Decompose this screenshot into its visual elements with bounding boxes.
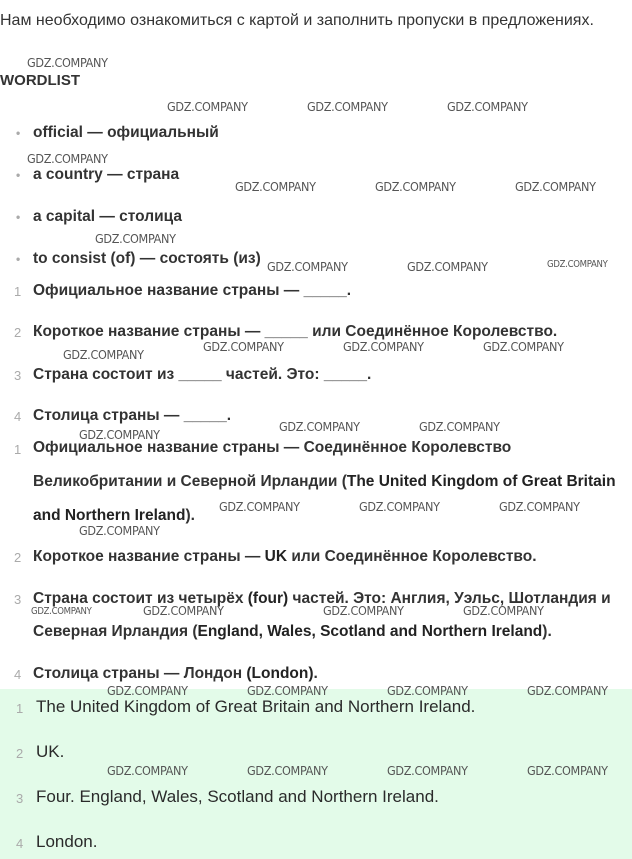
answer-number: 3 (16, 791, 24, 806)
filled-sentence: Страна состоит из четырёх (four) частей. Это: Англия, Уэльс, Шотландия и (33, 590, 611, 607)
watermark: GDZ.COMPANY (247, 763, 328, 778)
item-number: 4 (14, 667, 22, 682)
watermark: GDZ.COMPANY (267, 259, 348, 274)
answer-text: UK. (36, 742, 65, 761)
watermark: GDZ.COMPANY (375, 179, 456, 194)
watermark: GDZ.COMPANY (31, 606, 92, 617)
watermark: GDZ.COMPANY (515, 179, 596, 194)
watermark: GDZ.COMPANY (483, 339, 564, 354)
watermark: GDZ.COMPANY (499, 499, 580, 514)
blank-sentence: Короткое название страны — _____ или Соединённое Королевство. (33, 323, 558, 340)
blank-sentence: Страна состоит из _____ частей. Это: _____. (33, 366, 372, 383)
item-number: 2 (14, 550, 22, 565)
watermark: GDZ.COMPANY (343, 339, 424, 354)
watermark: GDZ.COMPANY (527, 683, 608, 698)
wordlist-title: WORDLIST (0, 72, 80, 89)
watermark: GDZ.COMPANY (203, 339, 284, 354)
filled-sentence-cont: Великобритании и Северной Ирландии (The United Kingdom of Great Britain (33, 473, 616, 490)
answer-number: 2 (16, 746, 24, 761)
bullet-icon: • (16, 125, 21, 140)
filled-sentence: Короткое название страны — UK или Соединённое Королевство. (33, 548, 537, 565)
watermark: GDZ.COMPANY (463, 603, 544, 618)
item-number: 3 (14, 368, 22, 383)
filled-sentence: Столица страны — Лондон (London). (33, 665, 318, 682)
watermark: GDZ.COMPANY (387, 683, 468, 698)
watermark: GDZ.COMPANY (95, 231, 176, 246)
intro-text: Нам необходимо ознакомиться с картой и заполнить пропуски в предложениях. (0, 12, 594, 29)
watermark: GDZ.COMPANY (547, 259, 608, 270)
wordlist-item: • official — официальный (16, 124, 219, 141)
watermark: GDZ.COMPANY (387, 763, 468, 778)
watermark: GDZ.COMPANY (143, 603, 224, 618)
answer-number: 4 (16, 836, 24, 851)
watermark: GDZ.COMPANY (167, 99, 248, 114)
watermark: GDZ.COMPANY (107, 763, 188, 778)
watermark: GDZ.COMPANY (407, 259, 488, 274)
watermark: GDZ.COMPANY (247, 683, 328, 698)
watermark: GDZ.COMPANY (79, 427, 160, 442)
filled-sentence-cont: and Northern Ireland). (33, 507, 195, 524)
bullet-icon: • (16, 251, 21, 266)
watermark: GDZ.COMPANY (27, 151, 108, 166)
watermark: GDZ.COMPANY (323, 603, 404, 618)
bullet-icon: • (16, 209, 21, 224)
answer-text: The United Kingdom of Great Britain and Northern Ireland. (36, 697, 476, 716)
answer-text: London. (36, 832, 98, 851)
watermark: GDZ.COMPANY (235, 179, 316, 194)
filled-sentence-cont: Северная Ирландия (England, Wales, Scotland and Northern Ireland). (33, 623, 552, 640)
wordlist-item: • a country — страна (16, 166, 180, 183)
watermark: GDZ.COMPANY (27, 55, 108, 70)
item-number: 1 (14, 284, 22, 299)
watermark: GDZ.COMPANY (527, 763, 608, 778)
watermark: GDZ.COMPANY (63, 347, 144, 362)
watermark: GDZ.COMPANY (307, 99, 388, 114)
item-number: 4 (14, 409, 22, 424)
filled-sentence: Официальное название страны — Соединённое Королевство (33, 439, 512, 456)
watermark: GDZ.COMPANY (79, 523, 160, 538)
watermark: GDZ.COMPANY (419, 419, 500, 434)
blank-sentence: Столица страны — _____. (33, 407, 232, 424)
item-number: 1 (14, 442, 22, 457)
watermark: GDZ.COMPANY (219, 499, 300, 514)
blank-sentence: Официальное название страны — _____. (33, 282, 352, 299)
item-number: 2 (14, 325, 22, 340)
wordlist-item: • to consist (of) — состоять (из) (16, 250, 261, 267)
answer-number: 1 (16, 701, 24, 716)
watermark: GDZ.COMPANY (447, 99, 528, 114)
watermark: GDZ.COMPANY (279, 419, 360, 434)
watermark: GDZ.COMPANY (107, 683, 188, 698)
answer-text: Four. England, Wales, Scotland and Northern Ireland. (36, 787, 439, 806)
wordlist-item: • a capital — столица (16, 208, 182, 225)
watermark: GDZ.COMPANY (359, 499, 440, 514)
item-number: 3 (14, 592, 22, 607)
bullet-icon: • (16, 167, 21, 182)
